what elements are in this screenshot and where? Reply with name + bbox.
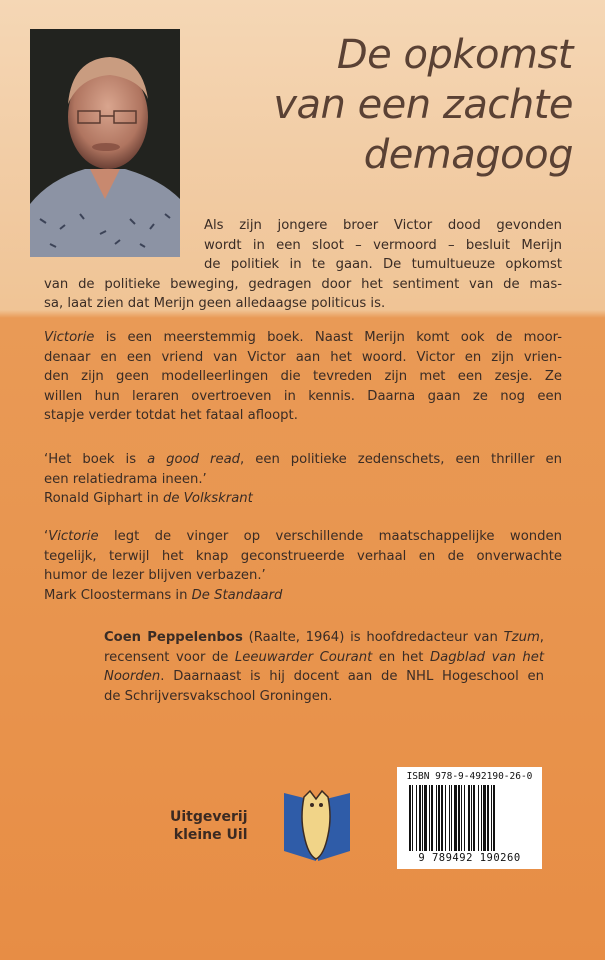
quote1-publication: de Volkskrant: [163, 491, 253, 506]
desc-line-2: denaar en een vriend van Victor aan het woord. Victor en zijn vrien-: [44, 349, 562, 365]
intro-paragraph-top: [204, 216, 562, 255]
quote2-line-1: [44, 527, 562, 547]
publisher-line-1: Uitgeverij: [170, 809, 248, 825]
quote2-text-b: legt de vinger op verschillende maatschappelijke wonden: [98, 529, 562, 544]
barcode-bars: [409, 785, 530, 851]
bio-line-4: de Schrijversvakschool Groningen.: [104, 688, 333, 704]
title-line-1: De opkomst: [336, 32, 573, 78]
isbn-barcode: [397, 767, 542, 869]
bio-l3-italic: Noorden: [104, 669, 161, 684]
quote1-author: Ronald Giphart in: [44, 491, 163, 506]
desc-line-1-rest: is een meerstemmig boek. Naast Merijn komt ook de moor-: [94, 330, 562, 345]
publisher-line-2: kleine Uil: [173, 827, 248, 843]
intro-line-1: Als zijn jongere broer Victor dood gevonden: [204, 218, 562, 233]
intro-line-2: wordt in een sloot – vermoord – besluit Merijn: [204, 237, 562, 253]
bio-l3-b: . Daarnaast is hij docent aan de NHL Hogeschool en: [160, 669, 544, 684]
isbn-label: ISBN 978-9-492190-26-0: [406, 771, 533, 782]
desc-line-4: willen hun leraren overtroeven in kennis. Daarna gaan ze nog een: [44, 388, 562, 404]
publisher-name: [170, 808, 248, 844]
quote1-text-a: ‘Het boek is: [44, 452, 148, 467]
quote1-line-2: een relatiedrama ineen.’: [44, 471, 207, 487]
intro-line-5: sa, laat zien dat Merijn geen alledaagse politicus is.: [44, 296, 386, 311]
quote2-italic: Victorie: [48, 529, 99, 544]
bio-line-3: [104, 667, 544, 687]
author-name: Coen Peppelenbos: [104, 630, 243, 645]
book-title: [213, 30, 573, 180]
author-photo: [30, 29, 180, 257]
bio-line-2: [104, 648, 544, 668]
bio-line-1: [104, 628, 544, 648]
owl-logo-icon: [282, 787, 352, 865]
bio-l2-italic1: Leeuwarder Courant: [234, 649, 373, 665]
bio-l1-b: ,: [539, 630, 544, 645]
barcode-digits: 9 789492 190260: [418, 852, 521, 864]
quote2-source: [44, 586, 562, 606]
review-quote-1: [44, 450, 562, 509]
quote2-line-3: humor de lezer blijven verbazen.’: [44, 568, 266, 583]
desc-line-1: [44, 328, 562, 348]
bio-l1-italic: Tzum: [503, 630, 540, 645]
quote2-author: Mark Cloostermans in: [44, 587, 192, 603]
quote1-line-1: [44, 450, 562, 470]
intro-line-4: van de politieke beweging, gedragen door het sentiment van de mas-: [44, 276, 562, 292]
bio-l2-italic2: Dagblad van het: [429, 649, 544, 665]
quote1-italic: a good read: [147, 452, 241, 467]
intro-line-3: de politiek in te gaan. De tumultueuze opkomst: [204, 257, 562, 272]
desc-line-3: den zijn geen modelleerlingen die tevreden zijn met een zesje. Ze: [44, 369, 562, 384]
author-bio: [104, 628, 544, 706]
description-paragraph: [44, 328, 562, 426]
quote1-source: [44, 489, 562, 509]
quote2-line-2: tegelijk, terwijl het knap geconstrueerde verhaal en de onverwachte: [44, 548, 562, 564]
bio-l2-b: en het: [372, 649, 430, 665]
title-line-2: van een zachte: [273, 82, 573, 128]
quote1-text-b: , een politieke zedenschets, een thriller en: [240, 452, 562, 467]
bio-l1-a: (Raalte, 1964) is hoofdredacteur van: [242, 630, 504, 645]
intro-paragraph-rest: [44, 255, 562, 314]
desc-line-5: stapje verder totdat het fataal afloopt.: [44, 408, 298, 423]
book-name-italic: Victorie: [44, 330, 95, 345]
quote2-publication: De Standaard: [191, 587, 283, 603]
bio-l2-a: recensent voor de: [104, 649, 235, 665]
review-quote-2: [44, 527, 562, 605]
quote2-text-a: ‘: [44, 529, 49, 544]
title-line-3: demagoog: [363, 132, 573, 178]
